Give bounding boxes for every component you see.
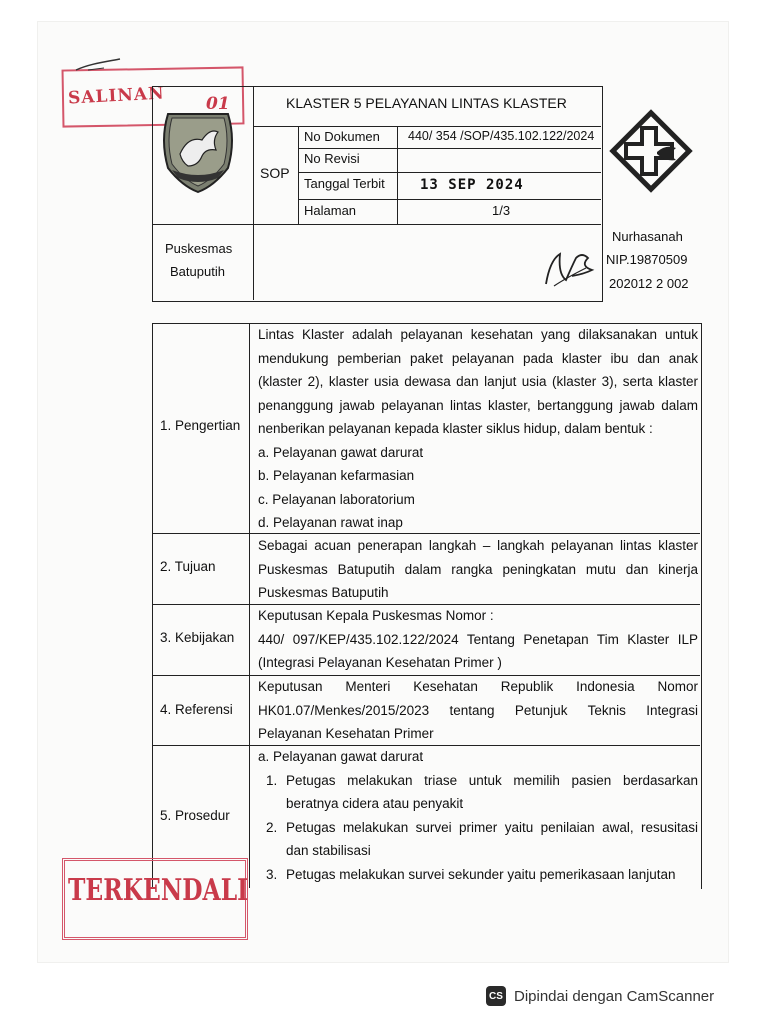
terkendali-stamp-text: TERKENDALI — [68, 873, 249, 908]
step-number: 3. — [266, 866, 278, 882]
salinan-stamp-text: SALINAN — [67, 83, 166, 109]
header-divider — [152, 224, 601, 225]
halaman-label: Halaman — [304, 203, 357, 218]
pengertian-item: a. Pelayanan gawat darurat — [258, 444, 424, 460]
org-name-line2: Batuputih — [170, 264, 225, 279]
camscanner-text: Dipindai dengan CamScanner — [514, 987, 715, 1005]
pengertian-text: Lintas Klaster adalah pelayanan kesehatan yang dilaksanakan untuk mendukung pemberian paket pelayanan pada klaster ibu dan anak (klaster 2), klaster usia dewasa dan lanjut usia (klaster 3), serta klaster penanggung jawab pelayanan lintas klaster, bertanggung jawab dalam nenberikan pelayanan kepada klaster siklus hidup, dalam bentuk : — [258, 327, 698, 436]
step-text: Petugas melakukan survei primer yaitu penilaian awal, resusitasi dan stabilisasi — [286, 819, 698, 858]
tanggal-terbit-label: Tanggal Terbit — [304, 176, 385, 191]
prosedur-step — [258, 816, 698, 863]
no-dokumen-label: No Dokumen — [304, 129, 380, 144]
step-number: 1. — [266, 772, 278, 788]
referensi-text: Keputusan Menteri Kesehatan Republik Indonesia Nomor HK01.07/Menkes/2015/2023 tentang Petunjuk Teknis Integrasi Pelayanan Kesehatan Primer — [258, 679, 698, 741]
prosedur-step — [258, 863, 698, 887]
prosedur-step — [258, 769, 698, 816]
step-number: 2. — [266, 819, 278, 835]
kebijakan-line1: Keputusan Kepala Puskesmas Nomor : — [258, 608, 494, 623]
section-label-prosedur: 5. Prosedur — [160, 808, 230, 823]
pen-mark-icon — [74, 56, 124, 76]
sop-label: SOP — [260, 165, 290, 181]
pengertian-item: c. Pelayanan laboratorium — [258, 491, 415, 507]
section-label-kebijakan: 3. Kebijakan — [160, 630, 235, 645]
tanggal-terbit-value: 13 SEP 2024 — [420, 177, 524, 193]
pengertian-item: d. Pelayanan rawat inap — [258, 515, 403, 530]
camscanner-logo-icon: CS — [486, 986, 506, 1006]
signature-icon — [536, 240, 602, 292]
no-dokumen-value: 440/ 354 /SOP/435.102.122/2024 — [408, 129, 595, 143]
prosedur-content — [258, 745, 698, 886]
pengertian-content — [258, 323, 698, 535]
pengertian-item: b. Pelayanan kefarmasian — [258, 468, 415, 483]
org-name-line1: Puskesmas — [165, 241, 233, 256]
tujuan-text: Sebagai acuan penerapan langkah – langkah pelayanan lintas klaster Puskesmas Batuputih dalam rangka peningkatan mutu dan kinerja Puskesmas Batuputih — [258, 538, 698, 600]
salinan-stamp-number: 01 — [206, 94, 230, 114]
camscanner-watermark — [486, 986, 714, 1006]
document-title: KLASTER 5 PELAYANAN LINTAS KLASTER — [286, 95, 567, 111]
section-label-referensi: 4. Referensi — [160, 702, 233, 717]
kebijakan-content — [258, 604, 698, 675]
no-revisi-label: No Revisi — [304, 151, 360, 166]
step-text: Petugas melakukan triase untuk memilih pasien berdasarkan beratnya cidera atau penyakit — [286, 772, 698, 811]
step-text: Petugas melakukan survei sekunder yaitu pemerikasaan lanjutan — [286, 866, 676, 882]
signer-name: Nurhasanah — [612, 229, 683, 244]
section-label-pengertian: 1. Pengertian — [160, 418, 241, 433]
signer-nip-line2: 202012 2 002 — [609, 276, 689, 291]
prosedur-heading: a. Pelayanan gawat darurat — [258, 749, 424, 764]
signer-nip-line1: NIP.19870509 — [606, 252, 688, 267]
puskesmas-logo-icon — [604, 104, 698, 198]
kebijakan-line2: 440/ 097/KEP/435.102.122/2024 Tentang Penetapan Tim Klaster ILP (Integrasi Pelayanan Kesehatan Primer ) — [258, 631, 698, 670]
halaman-value: 1/3 — [492, 203, 511, 218]
section-label-tujuan: 2. Tujuan — [160, 559, 216, 574]
